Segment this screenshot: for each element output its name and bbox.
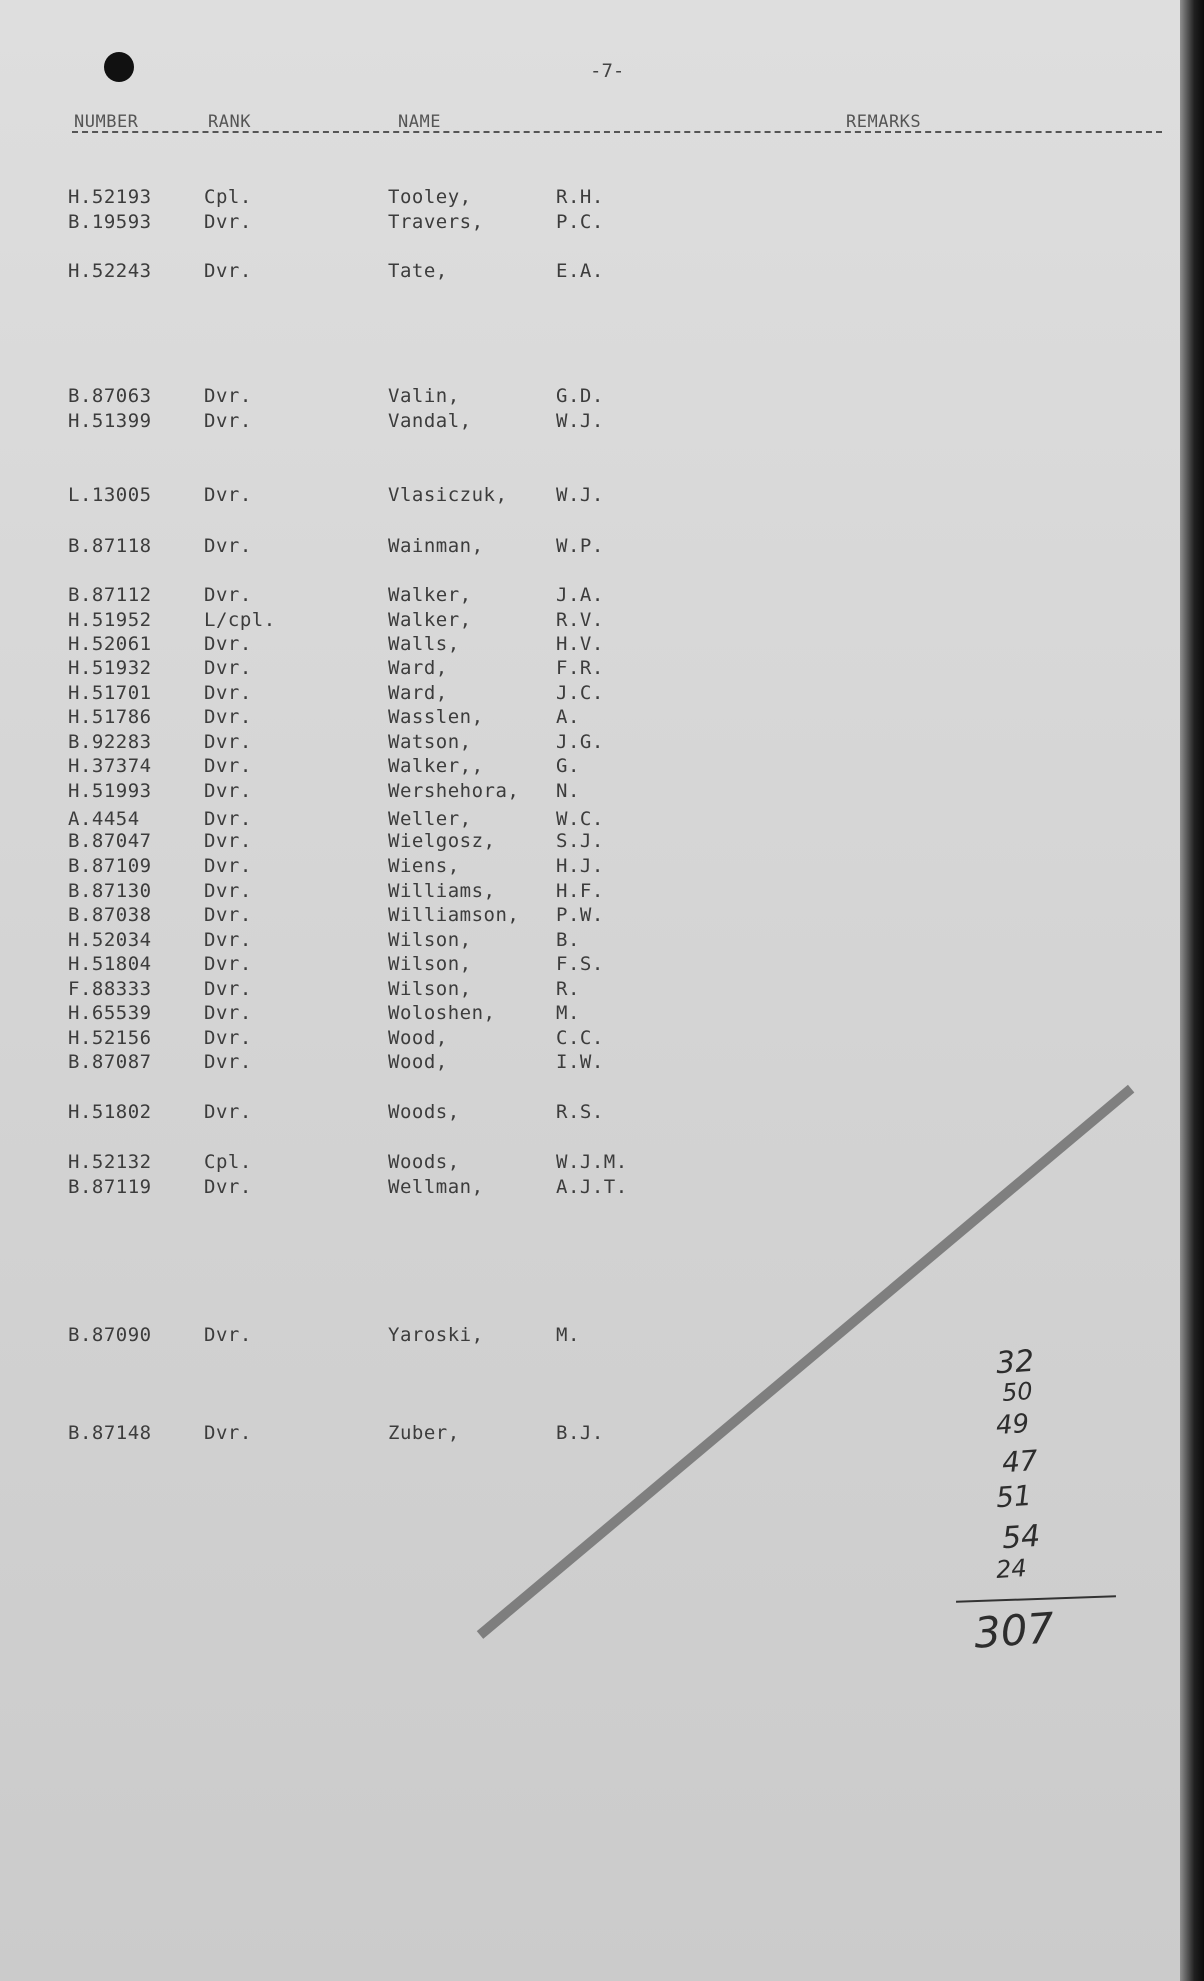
initials: G. bbox=[556, 755, 580, 777]
service-number: H.52156 bbox=[68, 1027, 152, 1049]
roster-row bbox=[0, 929, 700, 953]
service-number: B.87047 bbox=[68, 830, 152, 852]
rank: Dvr. bbox=[204, 731, 252, 753]
roster-row bbox=[0, 953, 700, 977]
initials: H.F. bbox=[556, 880, 604, 902]
surname: Wershehora, bbox=[388, 780, 520, 802]
initials: J.A. bbox=[556, 584, 604, 606]
service-number: H.51952 bbox=[68, 609, 152, 631]
service-number: B.87148 bbox=[68, 1422, 152, 1444]
tally-entry: 47 bbox=[1000, 1443, 1039, 1480]
roster-row bbox=[0, 780, 700, 804]
tally-total: 307 bbox=[972, 1603, 1056, 1658]
surname: Travers, bbox=[388, 211, 484, 233]
rank: Dvr. bbox=[204, 953, 252, 975]
initials: J.G. bbox=[556, 731, 604, 753]
roster-row bbox=[0, 1176, 700, 1200]
rank: Dvr. bbox=[204, 929, 252, 951]
roster-row bbox=[0, 1151, 700, 1175]
roster-row bbox=[0, 633, 700, 657]
service-number: F.88333 bbox=[68, 978, 152, 1000]
initials: A. bbox=[556, 706, 580, 728]
service-number: H.52061 bbox=[68, 633, 152, 655]
header-rule bbox=[72, 131, 1162, 133]
rank: Dvr. bbox=[204, 1324, 252, 1346]
surname: Walker,, bbox=[388, 755, 484, 777]
service-number: H.52193 bbox=[68, 186, 152, 208]
initials: R.H. bbox=[556, 186, 604, 208]
rank: Dvr. bbox=[204, 780, 252, 802]
initials: G.D. bbox=[556, 385, 604, 407]
tally-entry: 49 bbox=[994, 1408, 1031, 1442]
surname: Weller, bbox=[388, 808, 472, 830]
rank: Dvr. bbox=[204, 1422, 252, 1444]
roster-row bbox=[0, 535, 700, 559]
tally-sum-rule bbox=[956, 1595, 1116, 1603]
surname: Wilson, bbox=[388, 978, 472, 1000]
initials: B. bbox=[556, 929, 580, 951]
roster-row bbox=[0, 682, 700, 706]
roster-row bbox=[0, 657, 700, 681]
roster-row bbox=[0, 880, 700, 904]
rank: Dvr. bbox=[204, 1051, 252, 1073]
rank: Dvr. bbox=[204, 484, 252, 506]
rank: Dvr. bbox=[204, 706, 252, 728]
rank: Dvr. bbox=[204, 880, 252, 902]
initials: A.J.T. bbox=[556, 1176, 628, 1198]
service-number: H.52034 bbox=[68, 929, 152, 951]
surname: Wainman, bbox=[388, 535, 484, 557]
roster-row bbox=[0, 808, 700, 832]
rank: Dvr. bbox=[204, 410, 252, 432]
initials: C.C. bbox=[556, 1027, 604, 1049]
initials: F.S. bbox=[556, 953, 604, 975]
rank: Dvr. bbox=[204, 657, 252, 679]
rank: Cpl. bbox=[204, 1151, 252, 1173]
initials: W.J. bbox=[556, 410, 604, 432]
scan-edge-shadow bbox=[1180, 0, 1204, 1981]
roster-row bbox=[0, 755, 700, 779]
initials: I.W. bbox=[556, 1051, 604, 1073]
surname: Woloshen, bbox=[388, 1002, 496, 1024]
service-number: B.87087 bbox=[68, 1051, 152, 1073]
surname: Watson, bbox=[388, 731, 472, 753]
roster-row bbox=[0, 855, 700, 879]
surname: Woods, bbox=[388, 1101, 460, 1123]
service-number: H.51932 bbox=[68, 657, 152, 679]
initials: R.V. bbox=[556, 609, 604, 631]
rank: Dvr. bbox=[204, 682, 252, 704]
surname: Wielgosz, bbox=[388, 830, 496, 852]
initials: M. bbox=[556, 1002, 580, 1024]
service-number: B.19593 bbox=[68, 211, 152, 233]
roster-row bbox=[0, 186, 700, 210]
surname: Walker, bbox=[388, 609, 472, 631]
rank: Dvr. bbox=[204, 633, 252, 655]
surname: Valin, bbox=[388, 385, 460, 407]
service-number: B.87109 bbox=[68, 855, 152, 877]
service-number: B.87130 bbox=[68, 880, 152, 902]
surname: Wood, bbox=[388, 1051, 448, 1073]
service-number: H.51701 bbox=[68, 682, 152, 704]
service-number: H.51993 bbox=[68, 780, 152, 802]
initials: P.C. bbox=[556, 211, 604, 233]
column-header-number: NUMBER bbox=[74, 112, 139, 132]
surname: Yaroski, bbox=[388, 1324, 484, 1346]
rank: Cpl. bbox=[204, 186, 252, 208]
rank: Dvr. bbox=[204, 211, 252, 233]
service-number: H.51802 bbox=[68, 1101, 152, 1123]
roster-row bbox=[0, 484, 700, 508]
roster-row bbox=[0, 584, 700, 608]
surname: Williams, bbox=[388, 880, 496, 902]
service-number: L.13005 bbox=[68, 484, 152, 506]
initials: S.J. bbox=[556, 830, 604, 852]
initials: R.S. bbox=[556, 1101, 604, 1123]
service-number: B.87119 bbox=[68, 1176, 152, 1198]
rank: Dvr. bbox=[204, 830, 252, 852]
initials: E.A. bbox=[556, 260, 604, 282]
service-number: B.92283 bbox=[68, 731, 152, 753]
rank: Dvr. bbox=[204, 1101, 252, 1123]
service-number: A.4454 bbox=[68, 808, 140, 830]
initials: B.J. bbox=[556, 1422, 604, 1444]
surname: Ward, bbox=[388, 657, 448, 679]
roster-row bbox=[0, 410, 700, 434]
rank: Dvr. bbox=[204, 755, 252, 777]
initials: N. bbox=[556, 780, 580, 802]
roster-row bbox=[0, 211, 700, 235]
column-header-rank: RANK bbox=[208, 112, 251, 132]
initials: P.W. bbox=[556, 904, 604, 926]
roster-row bbox=[0, 1051, 700, 1075]
rank: Dvr. bbox=[204, 855, 252, 877]
rank: Dvr. bbox=[204, 978, 252, 1000]
roster-row bbox=[0, 904, 700, 928]
roster-row bbox=[0, 260, 700, 284]
initials: W.J.M. bbox=[556, 1151, 628, 1173]
punch-hole bbox=[104, 52, 134, 82]
rank: Dvr. bbox=[204, 1176, 252, 1198]
roster-row bbox=[0, 385, 700, 409]
initials: W.C. bbox=[556, 808, 604, 830]
initials: W.J. bbox=[556, 484, 604, 506]
tally-entry: 24 bbox=[995, 1553, 1028, 1585]
initials: J.C. bbox=[556, 682, 604, 704]
rank: Dvr. bbox=[204, 260, 252, 282]
service-number: B.87112 bbox=[68, 584, 152, 606]
rank: Dvr. bbox=[204, 808, 252, 830]
tally-entry: 54 bbox=[1000, 1518, 1042, 1557]
service-number: H.65539 bbox=[68, 1002, 152, 1024]
roster-row bbox=[0, 830, 700, 854]
initials: H.V. bbox=[556, 633, 604, 655]
service-number: H.51399 bbox=[68, 410, 152, 432]
surname: Wilson, bbox=[388, 953, 472, 975]
surname: Zuber, bbox=[388, 1422, 460, 1444]
rank: Dvr. bbox=[204, 385, 252, 407]
roster-row bbox=[0, 1422, 700, 1446]
service-number: H.52243 bbox=[68, 260, 152, 282]
service-number: B.87063 bbox=[68, 385, 152, 407]
surname: Vlasiczuk, bbox=[388, 484, 508, 506]
service-number: H.51804 bbox=[68, 953, 152, 975]
surname: Wiens, bbox=[388, 855, 460, 877]
initials: H.J. bbox=[556, 855, 604, 877]
service-number: H.52132 bbox=[68, 1151, 152, 1173]
tally-entry: 32 bbox=[994, 1343, 1036, 1382]
initials: W.P. bbox=[556, 535, 604, 557]
tally-entry: 50 bbox=[1001, 1376, 1034, 1408]
surname: Ward, bbox=[388, 682, 448, 704]
service-number: B.87090 bbox=[68, 1324, 152, 1346]
roster-row bbox=[0, 731, 700, 755]
surname: Walls, bbox=[388, 633, 460, 655]
surname: Tooley, bbox=[388, 186, 472, 208]
roster-row bbox=[0, 1027, 700, 1051]
rank: Dvr. bbox=[204, 535, 252, 557]
surname: Tate, bbox=[388, 260, 448, 282]
initials: F.R. bbox=[556, 657, 604, 679]
service-number: B.87038 bbox=[68, 904, 152, 926]
rank: Dvr. bbox=[204, 1027, 252, 1049]
initials: M. bbox=[556, 1324, 580, 1346]
surname: Williamson, bbox=[388, 904, 520, 926]
roster-row bbox=[0, 1101, 700, 1125]
initials: R. bbox=[556, 978, 580, 1000]
rank: Dvr. bbox=[204, 1002, 252, 1024]
surname: Wellman, bbox=[388, 1176, 484, 1198]
roster-row bbox=[0, 706, 700, 730]
rank: Dvr. bbox=[204, 584, 252, 606]
page-number: -7- bbox=[590, 60, 625, 82]
roster-row bbox=[0, 609, 700, 633]
roster-row bbox=[0, 1324, 700, 1348]
surname: Walker, bbox=[388, 584, 472, 606]
rank: L/cpl. bbox=[204, 609, 276, 631]
surname: Woods, bbox=[388, 1151, 460, 1173]
service-number: B.87118 bbox=[68, 535, 152, 557]
surname: Wasslen, bbox=[388, 706, 484, 728]
surname: Vandal, bbox=[388, 410, 472, 432]
roster-row bbox=[0, 1002, 700, 1026]
tally-entry: 51 bbox=[994, 1478, 1033, 1515]
roster-row bbox=[0, 978, 700, 1002]
service-number: H.37374 bbox=[68, 755, 152, 777]
surname: Wilson, bbox=[388, 929, 472, 951]
column-header-remarks: REMARKS bbox=[846, 112, 922, 132]
column-header-name: NAME bbox=[398, 112, 441, 132]
surname: Wood, bbox=[388, 1027, 448, 1049]
rank: Dvr. bbox=[204, 904, 252, 926]
service-number: H.51786 bbox=[68, 706, 152, 728]
